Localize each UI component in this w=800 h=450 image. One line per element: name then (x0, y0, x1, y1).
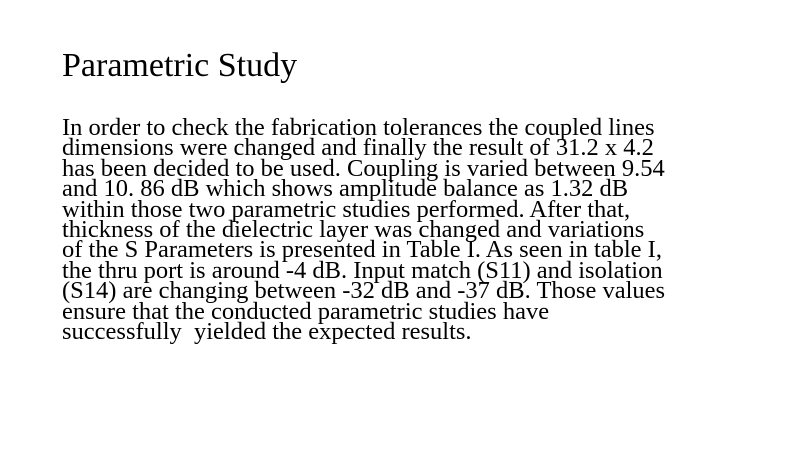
body-line: (S14) are changing between -32 dB and -37 dB. Those values (62, 277, 666, 305)
body-line: successfully yielded the expected results. (62, 318, 472, 346)
body-line: of the S Parameters is presented in Table I. As seen in table I, (62, 236, 662, 264)
slide-body-text (62, 114, 782, 346)
body-line: has been decided to be used. Coupling is varied between 9.54 (62, 154, 665, 182)
body-line: the thru port is around -4 dB. Input match (S11) and isolation (62, 256, 663, 284)
body-line: dimensions were changed and finally the result of 31.2 x 4.2 (62, 134, 654, 162)
body-line: In order to check the fabrication tolerances the coupled lines (62, 114, 655, 141)
body-line: and 10. 86 dB which shows amplitude balance as 1.32 dB (62, 175, 629, 203)
body-line: ensure that the conducted parametric studies have (62, 297, 550, 325)
body-line: thickness of the dielectric layer was changed and variations (62, 216, 645, 244)
slide-title: Parametric Study (62, 47, 298, 84)
body-line: within those two parametric studies performed. After that, (62, 195, 631, 223)
